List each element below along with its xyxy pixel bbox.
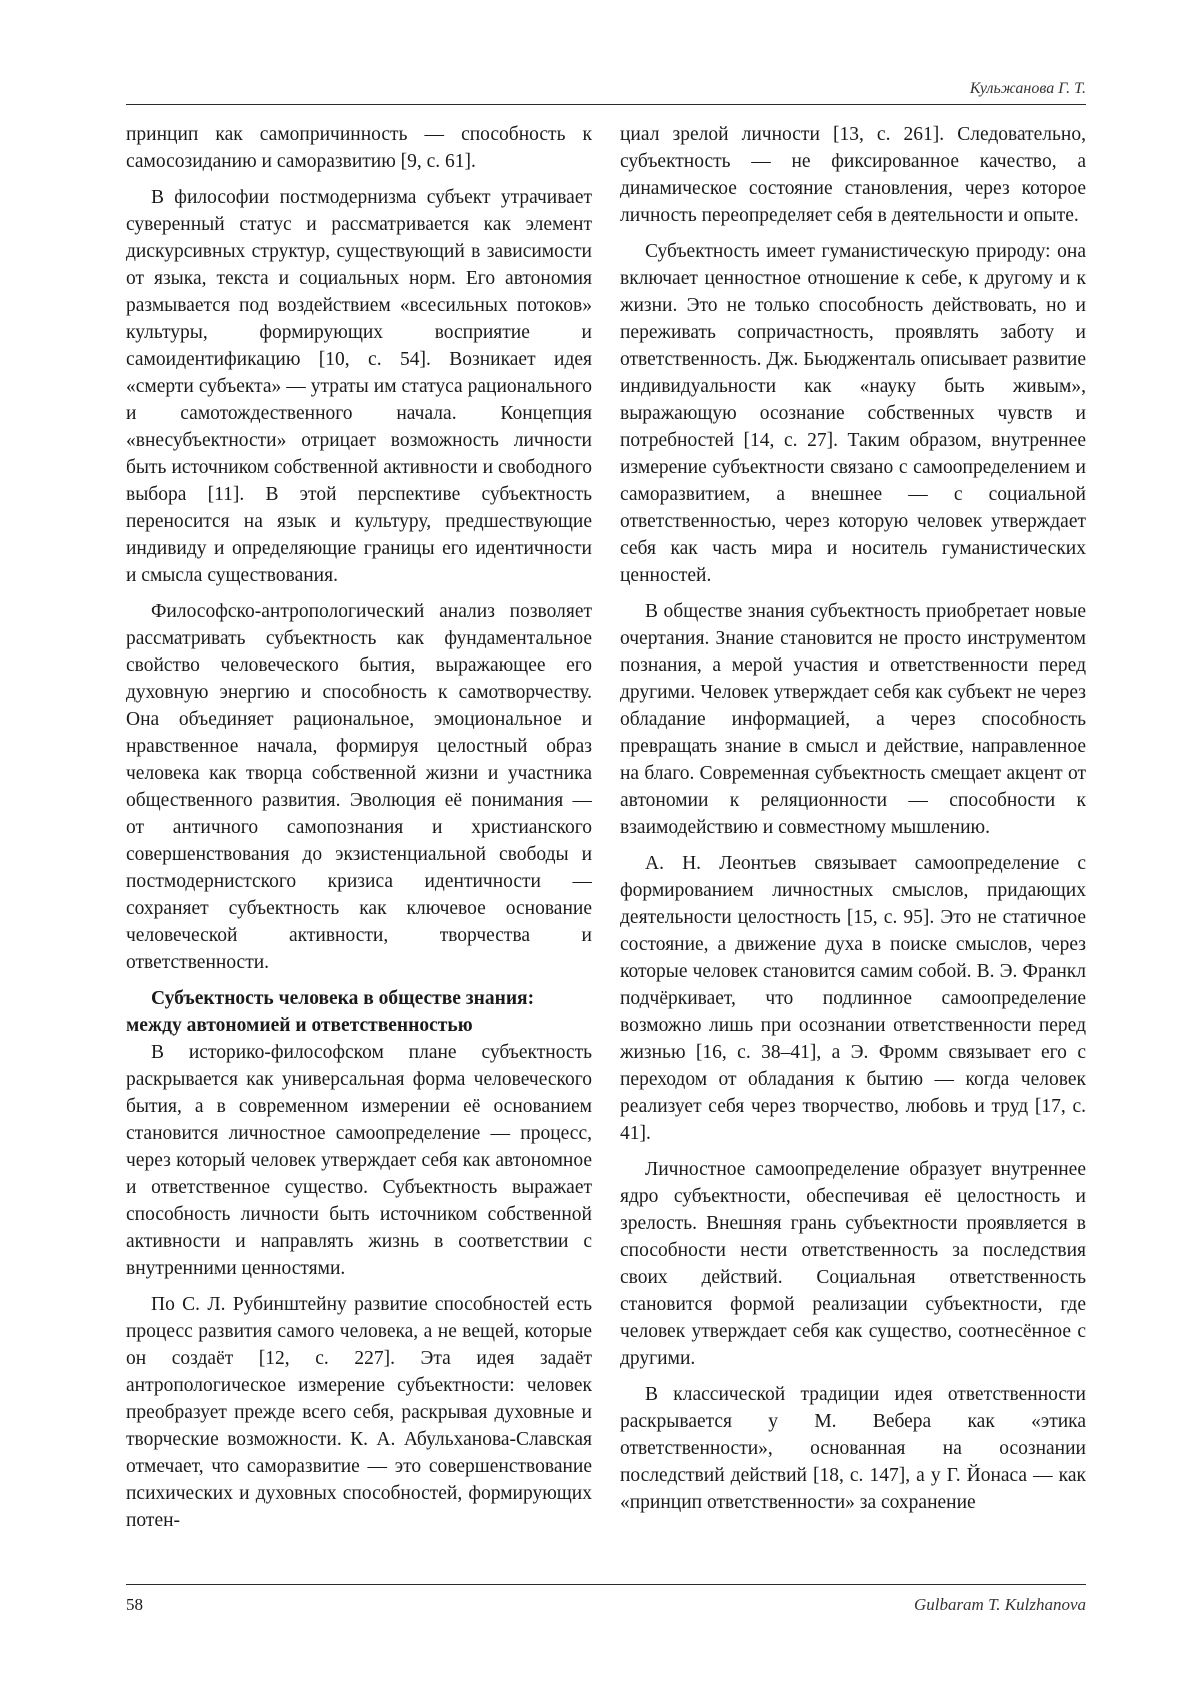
header-author: Кульжанова Г. Т. xyxy=(969,80,1086,97)
paragraph: А. Н. Леонтьев связывает самоопределение с формированием личностных смыслов, придающих деятельности целостность [15, с. 95]. Это не статичное состояние, а движение духа в поиске смыслов, через которые человек становится самим собой. В. Э. Франкл подчёркивает, что подлинное самоопределение возможно лишь при осознании ответственности перед жизнью [16, с. 38–41], а Э. Фромм связывает его с переходом от обладания к бытию — когда человек реализует себя через творчество, любовь и труд [17, с. 41]. xyxy=(620,853,1086,1144)
page-number: 58 xyxy=(126,1595,143,1614)
left-column xyxy=(126,121,592,1576)
footer-author: Gulbaram T. Kulzhanova xyxy=(913,1595,1086,1614)
paragraph: В классической традиции идея ответственности раскрывается у М. Вебера как «этика ответственности», основанная на осознании последствий действий [18, с. 147], а у Г. Йонаса — как «принцип ответственности» за сохранение xyxy=(620,1384,1086,1513)
paragraph: принцип как самопричинность — способность к самосозиданию и саморазвитию [9, с. 61]. xyxy=(126,124,592,172)
right-column xyxy=(620,121,1086,1576)
running-footer xyxy=(126,1584,1086,1625)
paragraph: По С. Л. Рубинштейну развитие способностей есть процесс развития самого человека, а не вещей, которые он создаёт [12, с. 227]. Эта идея задаёт антропологическое измерение субъектности: человек преобразует прежде всего себя, раскрывая духовные и творческие возможности. К. А. Абульханова-Славская отмечает, что саморазвитие — это совершенствование психических и духовных способностей, формирующих потен- xyxy=(126,1294,592,1531)
paragraph: В философии постмодернизма субъект утрачивает суверенный статус и рассматривается как элемент дискурсивных структур, существующий в зависимости от языка, текста и социальных норм. Его автономия размывается под воздействием «всесильных потоков» культуры, формирующих восприятие и самоидентификацию [10, с. 54]. Возникает идея «смерти субъекта» — утраты им статуса рационального и самотождественного начала. Концепция «внесубъектности» отрицает возможность личности быть источником собственной активности и свободного выбора [11]. В этой перспективе субъектность переносится на язык и культуру, предшествующие индивиду и определяющие границы его идентичности и смысла существования. xyxy=(126,187,592,586)
paragraph: циал зрелой личности [13, с. 261]. Следовательно, субъектность — не фиксированное качество, а динамическое состояние становления, через которое личность переопределяет себя в деятельности и опыте. xyxy=(620,124,1086,226)
paragraph: В обществе знания субъектность приобретает новые очертания. Знание становится не просто инструментом познания, а мерой участия и ответственности перед другими. Человек утверждает себя как субъект не через обладание информацией, а через способность превращать знание в смысл и действие, направленное на благо. Современная субъектность смещает акцент от автономии к реляционности — способности к взаимодействию и совместному мышлению. xyxy=(620,601,1086,838)
paragraph: Философско-антропологический анализ позволяет рассматривать субъектность как фундаментальное свойство человеческого бытия, выражающее его духовную энергию и способность к самотворчеству. Она объединяет рациональное, эмоциональное и нравственное начала, формируя целостный образ человека как творца собственной жизни и участника общественного развития. Эволюция её понимания — от античного самопознания и христианского совершенствования до экзистенциальной свободы и постмодернистского кризиса идентичности — сохраняет субъектность как ключевое основание человеческой активности, творчества и ответственности. xyxy=(126,601,592,973)
paragraph: В историко-философском плане субъектность раскрывается как универсальная форма человеческого бытия, а в современном измерении её основанием становится личностное самоопределение — процесс, через который человек утверждает себя как автономное и ответственное существо. Субъектность выражает способность личности быть источником собственной активности и направлять жизнь в соответствии с внутренними ценностями. xyxy=(126,1042,592,1279)
paragraph: Субъектность имеет гуманистическую природу: она включает ценностное отношение к себе, к другому и к жизни. Это не только способность действовать, но и переживать сопричастность, проявлять заботу и ответственность. Дж. Бьюдженталь описывает развитие индивидуальности как «науку быть живым», выражающую осознание собственных чувств и потребностей [14, с. 27]. Таким образом, внутреннее измерение субъектности связано с самоопределением и саморазвитием, а внешнее — с социальной ответственностью, через которую человек утверждает себя как часть мира и носитель гуманистических ценностей. xyxy=(620,241,1086,586)
running-header xyxy=(126,78,1086,105)
paragraph: Личностное самоопределение образует внутреннее ядро субъектности, обеспечивая её целостность и зрелость. Внешняя грань субъектности проявляется в способности нести ответственность за последствия своих действий. Социальная ответственность становится формой реализации субъектности, где человек утверждает себя как существо, соотнесённое с другими. xyxy=(620,1159,1086,1369)
section-heading: Субъектность человека в обществе знания: между автономией и ответственностью xyxy=(126,988,535,1036)
